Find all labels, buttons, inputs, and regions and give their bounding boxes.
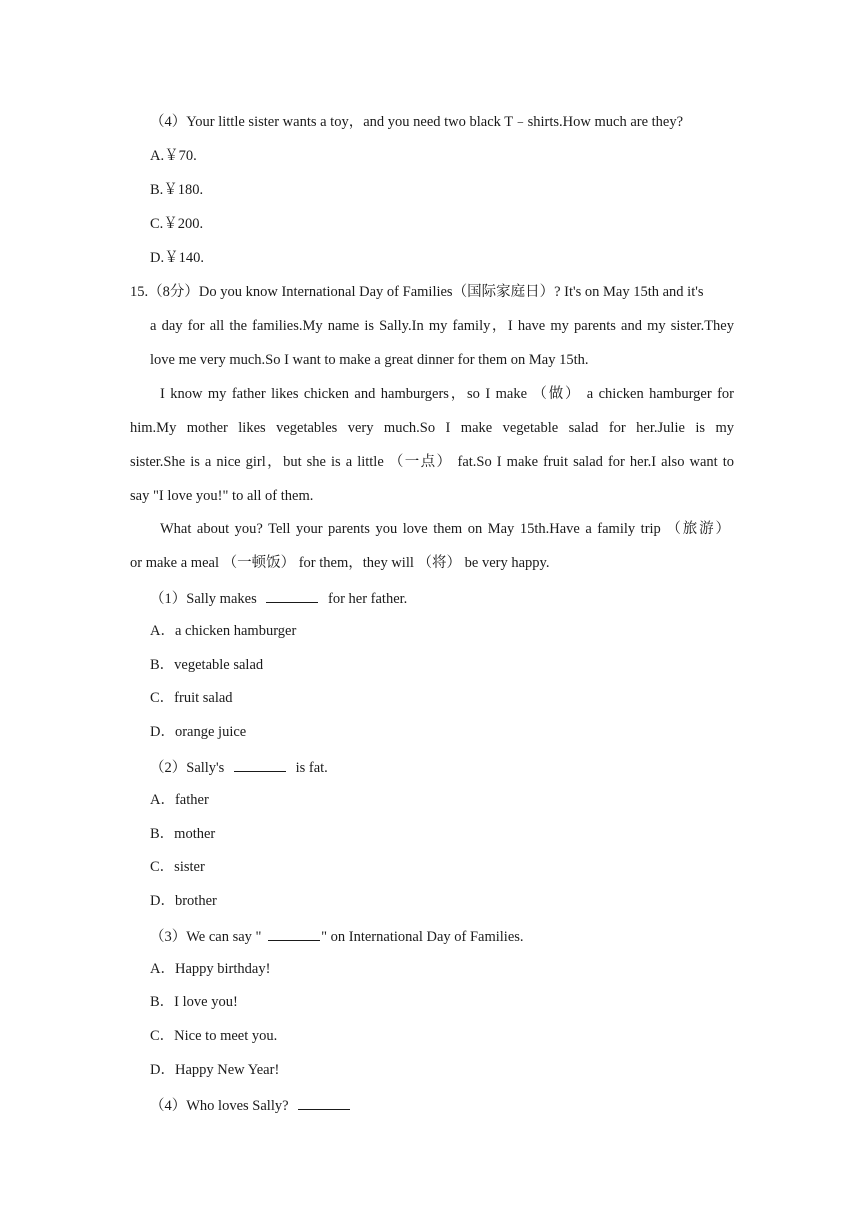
- q15-header-line: [130, 283, 734, 301]
- q15-sub2-option-b: B．mother: [150, 826, 216, 842]
- q15-score: （8分）: [148, 284, 199, 300]
- q14-sub4-stem: （4）Your little sister wants a toy，and you need two black T﹣shirts.How much are they?: [150, 114, 684, 130]
- q15-sub4-stem: （4）Who loves Sally?: [150, 1095, 356, 1115]
- q15-para2-line1: I know my father likes chicken and hamburgers，so I make （做） a chicken hamburger for: [160, 386, 734, 402]
- q15-para1-line1: Do you know International Day of Families（国际家庭日）? It's on May 15th and it's: [198, 284, 704, 300]
- q15-sub2-option-d: D．brother: [150, 893, 217, 909]
- q15-para1-line3: love me very much.So I want to make a great dinner for them on May 15th.: [150, 352, 589, 368]
- answer-blank[interactable]: [298, 1095, 350, 1110]
- q14-option-d: D.￥140.: [150, 250, 204, 266]
- q15-para2-line2: him.My mother likes vegetables very much.So I make vegetable salad for her.Julie is my: [130, 420, 734, 436]
- q15-sub3-stem: （3）We can say " " on International Day of Families.: [150, 926, 524, 946]
- q15-sub1-option-c: C．fruit salad: [150, 690, 233, 706]
- q15-sub1-option-b: B．vegetable salad: [150, 657, 264, 673]
- q15-para1-line2: a day for all the families.My name is Sally.In my family，I have my parents and my sister.They: [150, 318, 734, 334]
- answer-blank[interactable]: [234, 757, 286, 772]
- q15-para2-line3: sister.She is a nice girl，but she is a little （一点） fat.So I make fruit salad for her.I also want to: [130, 454, 734, 470]
- answer-blank[interactable]: [266, 588, 318, 603]
- q15-sub1-option-a: A．a chicken hamburger: [150, 623, 297, 639]
- q15-sub2-stem: （2）Sally's is fat.: [150, 757, 328, 777]
- q14-option-a: A.￥70.: [150, 148, 197, 164]
- q15-para2-line4: say "I love you!" to all of them.: [130, 488, 314, 504]
- q14-option-b: B.￥180.: [150, 182, 204, 198]
- q15-sub3-option-c: C．Nice to meet you.: [150, 1028, 278, 1044]
- q15-sub2-option-c: C．sister: [150, 859, 205, 875]
- q15-sub1-stem: （1）Sally makes for her father.: [150, 588, 407, 608]
- q15-sub3-option-b: B．I love you!: [150, 994, 238, 1010]
- answer-blank[interactable]: [268, 926, 320, 941]
- q14-option-c: C.￥200.: [150, 216, 204, 232]
- q15-sub1-option-d: D．orange juice: [150, 724, 247, 740]
- q15-sub2-option-a: A．father: [150, 792, 209, 808]
- q15-sub3-option-d: D．Happy New Year!: [150, 1062, 280, 1078]
- q15-para3-line1: What about you? Tell your parents you love them on May 15th.Have a family trip （旅游）: [160, 521, 730, 537]
- q15-number: 15.: [130, 284, 149, 300]
- q15-sub3-option-a: A．Happy birthday!: [150, 961, 271, 977]
- q15-para3-line2: or make a meal （一顿饭） for them，they will （将） be very happy.: [130, 555, 550, 571]
